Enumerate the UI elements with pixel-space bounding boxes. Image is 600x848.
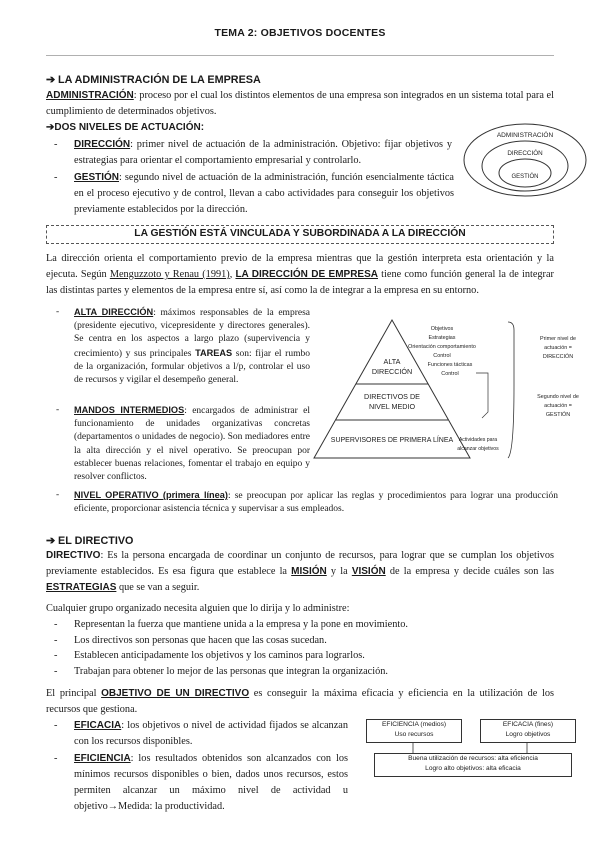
directivo-text-c: de la empresa y decide cuáles son las [385,566,554,577]
operativo-term: NIVEL OPERATIVO (primera línea) [74,490,228,500]
mandos-term: MANDOS INTERMEDIOS [74,405,185,415]
dash-bullet: - [54,634,58,646]
summary-line1: Buena utilización de recursos: alta eficiencia [408,755,538,762]
directivo-bullet-list [54,617,554,679]
eficacia-item [54,718,348,750]
inner-ellipse [499,159,551,187]
nivel-operativo-item [56,489,558,516]
pyramid-right-bottom-1: Segundo nivel de [537,394,579,400]
list-item [54,633,554,649]
eficacia-box-sub: Logro objetivos [505,731,551,738]
eficiencia-box-title: EFICIENCIA (medios) [381,721,447,728]
arrow-right-icon: ➔ [46,74,59,86]
pyramid-right-top-1: Primer nivel de [540,336,576,342]
objetivo-term: OBJETIVO DE UN DIRECTIVO [101,688,250,699]
eficacia-text: : los objetivos o nivel de actividad fijados se alcanzan con los recursos disponibles. [74,720,348,747]
alta-text-a: : máximos responsables de la empresa (presidente ejecutivo, vicepresidente y directores generales). Se centra en los aspectos a largo plazo (supervivencia y crecimiento) y sus principales [74,308,310,359]
pyramid-bottom-label: SUPERVISORES DE PRIMERA LÍNEA [330,437,454,444]
dash-bullet: - [54,720,58,731]
pyramid-note-control-2: Control [441,371,459,377]
paragraph-text-b: , [229,269,236,280]
administracion-def-text: : proceso por el cual los distintos elementos de una empresa son integrados en un sistema total para el cumplimiento de determinados objetivos. [46,90,554,117]
eficiencia-box [366,719,462,743]
mandos-intermedios-item [56,404,310,484]
niveles-title: DOS NIVELES DE ACTUACIÓN: [54,122,205,133]
direccion-term: DIRECCIÓN [74,139,131,150]
title-divider [46,55,554,56]
niveles-heading [46,122,204,133]
bracket-bottom [508,386,514,458]
group-intro: Cualquier grupo organizado necesita alguien que lo dirija y lo administre: [46,603,350,614]
eficacia-term: EFICACIA [74,720,122,731]
diagram-label-gestion: GESTIÓN [511,174,539,180]
estrategias-term: ESTRATEGIAS [46,582,117,593]
mandos-text: : encargados de administrar el funcionamiento de unidades organizativas concretas (departamentos o unidades de negocio). Son mediadores entre la alta dirección y el nivel operativo. Se preocupan por establecer buenas relaciones, fomentar el trabajo en equipo y resolver conflictos. [74,406,310,483]
eficiencia-term: EFICIENCIA [74,753,131,764]
pyramid-note-alcanzar: alcanzar objetivos [457,446,499,452]
tareas-term: TAREAS [195,347,233,358]
dash-bullet: - [54,665,58,677]
paragraph-text-a: La dirección orienta el comportamiento previo de la empresa mientras que la gestión interpreta esta orientación y la ejecuta. Según [46,253,554,280]
gestion-item [54,170,454,218]
list-item [54,664,554,680]
pyramid-note-orientacion: Orientación comportamiento [408,344,476,350]
pyramid-top-line2: DIRECCIÓN [371,367,413,376]
pyramid-right-bottom-3: GESTIÓN [545,412,571,418]
objetivo-text-a: El principal [46,688,102,699]
summary-line2: Logro alto objetivos: alta eficacia [425,765,521,772]
arrow-right-icon: ➔ [46,535,59,547]
pyramid-diagram [310,312,595,482]
author-citation: Menguzzoto y Renau (1991) [109,269,230,280]
objetivo-directivo-paragraph [46,686,554,718]
connector-arrow [476,373,488,418]
dash-bullet: - [54,172,58,183]
eficacia-box [480,719,576,743]
pyramid-note-objetivos: Objetivos [430,326,454,332]
dash-bullet: - [54,139,58,150]
dash-bullet: - [56,405,60,415]
eficiencia-box-sub: Uso recursos [394,731,434,738]
pyramid-note-funciones-tacticas: Funciones tácticas [427,362,473,368]
administracion-term: ADMINISTRACIÓN [46,90,134,101]
pyramid-note-control: Control [433,353,451,359]
directivo-text-b: y la [326,566,352,577]
pyramid-note-estrategias: Estrategias [428,335,456,341]
eficiencia-item [54,751,348,815]
direccion-empresa-term: LA DIRECCIÓN DE EMPRESA [235,269,378,280]
bullet-text: Representan la fuerza que mantiene unida a la empresa y la pone en movimiento. [74,619,408,630]
direccion-item [54,137,452,169]
dash-bullet: - [54,650,58,661]
alta-direccion-item [56,306,310,387]
bullet-text: Trabajan para obtener lo mejor de las personas que integran la organización. [74,665,388,677]
section-directivo-heading [46,534,133,547]
administracion-diagram [460,120,590,200]
bracket-top [508,322,514,386]
directivo-text-a: : Es la persona encargada de coordinar un conjunto de recursos, para lograr que se cumplan los objetivos previamente establecidos. Es esa figura que establece la [46,550,554,577]
middle-ellipse [482,141,568,191]
bullet-text: Establecen anticipadamente los objetivos y los caminos para lograrlos. [74,650,365,661]
list-item [54,648,554,664]
page-title: TEMA 2: OBJETIVOS DOCENTES [214,27,386,39]
gestion-term: GESTIÓN [74,172,120,183]
pyramid-right-bottom-2: actuación = [544,403,572,409]
diagram-label-administracion: ADMINISTRACIÓN [496,132,554,139]
section-administracion-title: LA ADMINISTRACIÓN DE LA EMPRESA [58,74,261,86]
section-administracion-heading [46,73,261,86]
directivo-definition [46,548,554,596]
pyramid-note-actividades: Actividades para [458,437,498,443]
administracion-definition [46,88,554,120]
boxed-statement: LA GESTIÓN ESTÁ VINCULADA Y SUBORDINADA A LA DIRECCIÓN [46,225,554,244]
bullet-text: Los directivos son personas que hacen que las cosas sucedan. [74,634,327,646]
mision-term: MISIÓN [291,566,327,577]
alta-direccion-term: ALTA DIRECCIÓN [74,307,154,317]
vision-term: VISIÓN [351,566,386,577]
gestion-text: : segundo nivel de actuación de la administración, función esencialmente táctica en el proceso ejecutivo y de control, llevan a cabo actividades para conseguir los objetivos previamente establecidos por la dirección. [74,172,454,215]
direccion-text: : primer nivel de actuación de la administración. Objetivo: fijar objetivos y estrategias para orientar el comportamiento empresarial y controlarlo. [74,139,452,166]
arrow-right-icon: ➔ [46,122,55,133]
pyramid-mid-line2: NIVEL MEDIO [368,402,416,411]
dash-bullet: - [54,619,58,630]
operativo-text: : se preocupan por aplicar las reglas y procedimientos para lograr una producción eficiente, proporcionar asistencia técnica y supervisar a sus empleados. [74,491,558,515]
objetivo-text-b: es conseguir la máxima eficacia y eficiencia en la utilización de los recursos que gestiona. [46,688,554,715]
pyramid-mid-line1: DIRECTIVOS DE [364,392,420,401]
diagram-label-direccion: DIRECCIÓN [507,150,543,157]
pyramid-right-top-3: DIRECCIÓN [542,354,574,360]
directivo-text-d: que se van a seguir. [116,582,200,593]
section-directivo-title: EL DIRECTIVO [58,535,134,547]
paragraph-text-c: tiene como función general la de integrar las distintas partes y elementos de la empresa entre sí, así como la de integrar a la empresa en su entorno. [46,269,554,296]
eficiencia-text: : los resultados obtenidos son alcanzados con los mínimos recursos disponibles o bien, dados unos recursos, estos permiten alcanzar un máximo nivel de actividad u objetivo→Medida: la productividad. [74,753,348,812]
alta-text-b: son: fijar el rumbo de la organización, formular objetivos a l/p, controlar el uso de recursos y vigilar el desempeño general. [74,348,310,386]
pyramid-right-top-2: actuación = [544,345,572,351]
dash-bullet: - [56,490,60,500]
list-item [54,617,554,633]
dash-bullet: - [56,307,60,317]
direccion-paragraph [46,251,554,299]
directivo-term: DIRECTIVO [46,550,101,561]
pyramid-top-line1: ALTA [383,357,401,366]
eficiencia-eficacia-summary-box [374,753,572,777]
eficacia-box-title: EFICACIA (fines) [502,721,554,728]
dash-bullet: - [54,753,58,764]
